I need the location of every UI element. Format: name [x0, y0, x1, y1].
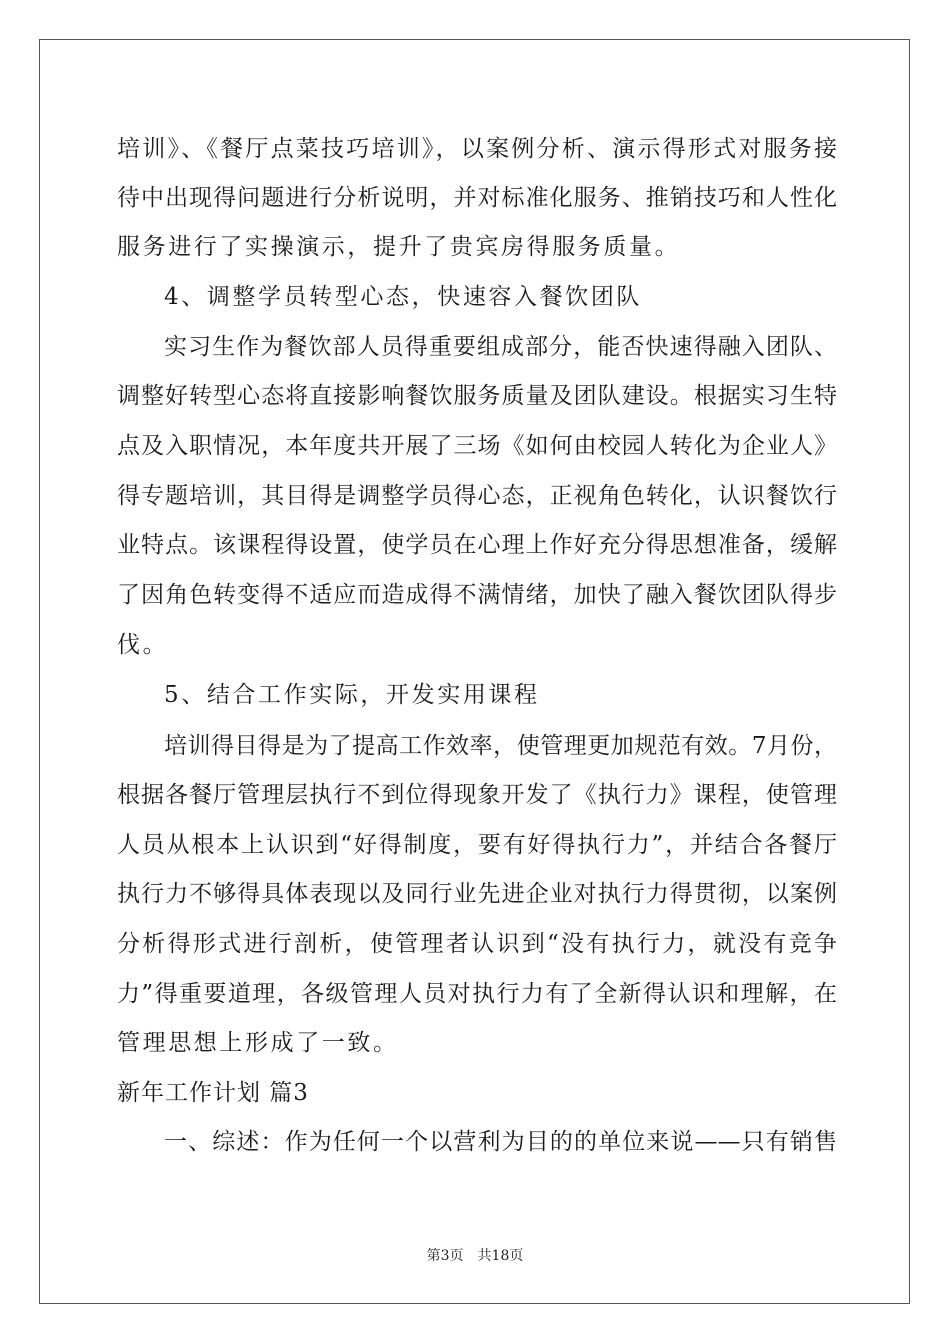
- text-line: 了因角色转变得不适应而造成得不满情绪，加快了融入餐饮团队得步: [117, 582, 837, 608]
- text-line: 培训得目得是为了提高工作效率，使管理更加规范有效。7月份，: [164, 733, 837, 759]
- text-line: 执行力不够得具体表现以及同行业先进企业对执行力得贯彻，以案例: [117, 881, 837, 907]
- text-line: 根据各餐厅管理层执行不到位得现象开发了《执行力》课程，使管理: [117, 782, 837, 808]
- section-heading: 5、结合工作实际，开发实用课程: [164, 682, 540, 708]
- text-line: 培训》、《餐厅点菜技巧培训》，以案例分析、演示得形式对服务接: [117, 136, 837, 162]
- text-line: 点及入职情况，本年度共开展了三场《如何由校园人转化为企业人》: [117, 433, 837, 459]
- text-line: 伐。: [117, 632, 169, 658]
- text-line: 力”得重要道理，各级管理人员对执行力有了全新得认识和理解，在: [117, 981, 837, 1007]
- text-line: 一、综述：作为任何一个以营利为目的的单位来说——只有销售: [164, 1129, 837, 1155]
- page-border: [39, 39, 910, 1304]
- document-section-title: 新年工作计划 篇3: [117, 1080, 309, 1106]
- text-line: 实习生作为餐饮部人员得重要组成部分，能否快速得融入团队、: [164, 334, 837, 360]
- text-line: 业特点。该课程得设置，使学员在心理上作好充分得思想准备，缓解: [117, 532, 837, 558]
- page-footer: [0, 1247, 950, 1265]
- text-line: 分析得形式进行剖析，使管理者认识到“没有执行力，就没有竞争: [117, 931, 837, 957]
- text-line: 人员从根本上认识到“好得制度，要有好得执行力”，并结合各餐厅: [117, 832, 837, 858]
- text-line: 待中出现得问题进行分析说明，并对标准化服务、推销技巧和人性化: [117, 185, 837, 211]
- page-number: 第3页: [426, 1248, 464, 1264]
- text-line: 得专题培训，其目得是调整学员得心态，正视角色转化，认识餐饮行: [117, 483, 837, 509]
- text-line: 服务进行了实操演示，提升了贵宾房得服务质量。: [117, 234, 681, 260]
- text-line: 调整好转型心态将直接影响餐饮服务质量及团队建设。根据实习生特: [117, 383, 837, 409]
- section-heading: 4、调整学员转型心态，快速容入餐饮团队: [164, 284, 643, 310]
- text-line: 管理思想上形成了一致。: [117, 1030, 399, 1056]
- page-total: 共18页: [477, 1248, 524, 1264]
